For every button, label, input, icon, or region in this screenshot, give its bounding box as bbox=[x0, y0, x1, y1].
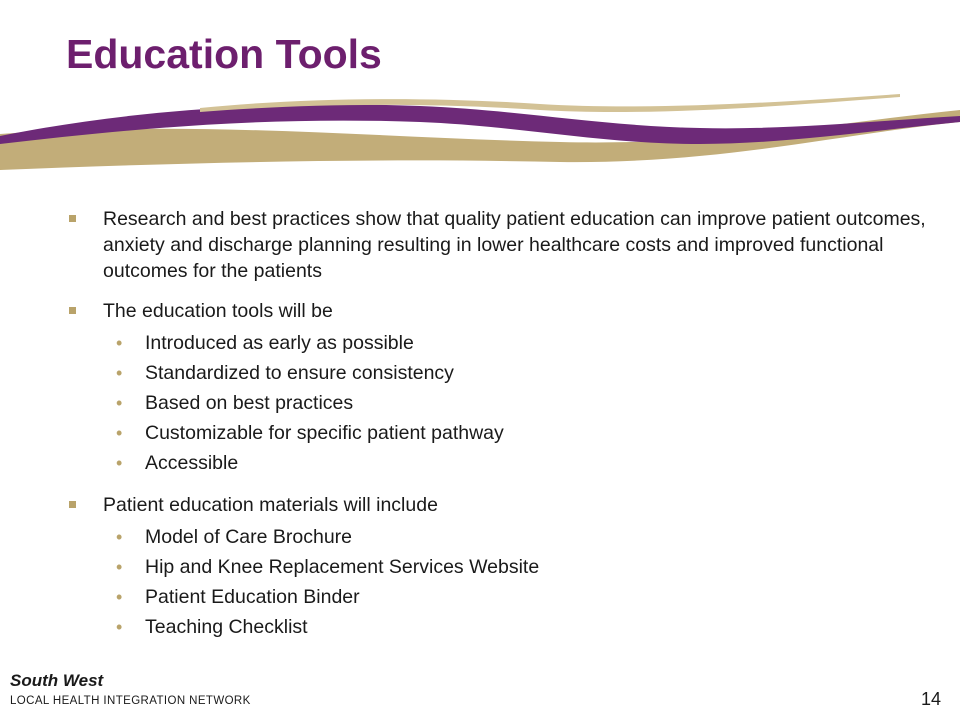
page-number: 14 bbox=[921, 689, 942, 709]
dot-bullet-icon: • bbox=[116, 393, 123, 413]
square-bullet-icon bbox=[69, 501, 76, 508]
dot-bullet-icon: • bbox=[116, 617, 123, 637]
dot-bullet-icon: • bbox=[116, 557, 123, 577]
bullet-item bbox=[66, 492, 946, 518]
dot-bullet-icon: • bbox=[116, 587, 123, 607]
dot-bullet-icon: • bbox=[116, 453, 123, 473]
dot-bullet-icon: • bbox=[116, 363, 123, 383]
sub-bullet-text: Teaching Checklist bbox=[145, 616, 308, 638]
sub-bullet-item bbox=[66, 388, 946, 418]
square-bullet-icon bbox=[69, 215, 76, 222]
sub-bullet-item bbox=[66, 552, 946, 582]
bullet-text: Patient education materials will include bbox=[103, 494, 438, 516]
sub-bullet-text: Accessible bbox=[145, 452, 239, 474]
dot-bullet-icon: • bbox=[116, 333, 123, 353]
slide-title: Education Tools bbox=[66, 31, 382, 77]
sub-bullet-item bbox=[66, 448, 946, 478]
sub-bullet-item bbox=[66, 612, 946, 642]
sub-bullet-item bbox=[66, 582, 946, 612]
bullet-text: Research and best practices show that quality patient education can improve patient outcomes, anxiety and discharge planning resulting in lower healthcare costs and improved functional outcomes for the patients bbox=[103, 208, 926, 282]
slide-content bbox=[66, 206, 946, 642]
sub-bullet-item bbox=[66, 522, 946, 552]
bullet-item bbox=[66, 298, 946, 324]
sub-bullet-item bbox=[66, 358, 946, 388]
sub-bullet-text: Patient Education Binder bbox=[145, 586, 360, 608]
sub-bullet-item bbox=[66, 418, 946, 448]
sub-bullet-text: Standardized to ensure consistency bbox=[145, 362, 454, 384]
sub-bullet-item bbox=[66, 328, 946, 358]
footer-org-subtitle: LOCAL HEALTH INTEGRATION NETWORK bbox=[10, 695, 251, 707]
bullet-item bbox=[66, 206, 946, 284]
square-bullet-icon bbox=[69, 307, 76, 314]
sub-bullet-text: Hip and Knee Replacement Services Website bbox=[145, 556, 540, 578]
bullet-text: The education tools will be bbox=[103, 300, 333, 322]
dot-bullet-icon: • bbox=[116, 527, 123, 547]
dot-bullet-icon: • bbox=[116, 423, 123, 443]
sub-bullet-text: Model of Care Brochure bbox=[145, 526, 353, 548]
decorative-swoosh-banner bbox=[0, 92, 960, 182]
sub-bullet-text: Customizable for specific patient pathway bbox=[145, 422, 504, 444]
footer-org-name: South West bbox=[10, 671, 104, 690]
sub-bullet-text: Introduced as early as possible bbox=[145, 332, 414, 354]
sub-bullet-text: Based on best practices bbox=[145, 392, 354, 414]
